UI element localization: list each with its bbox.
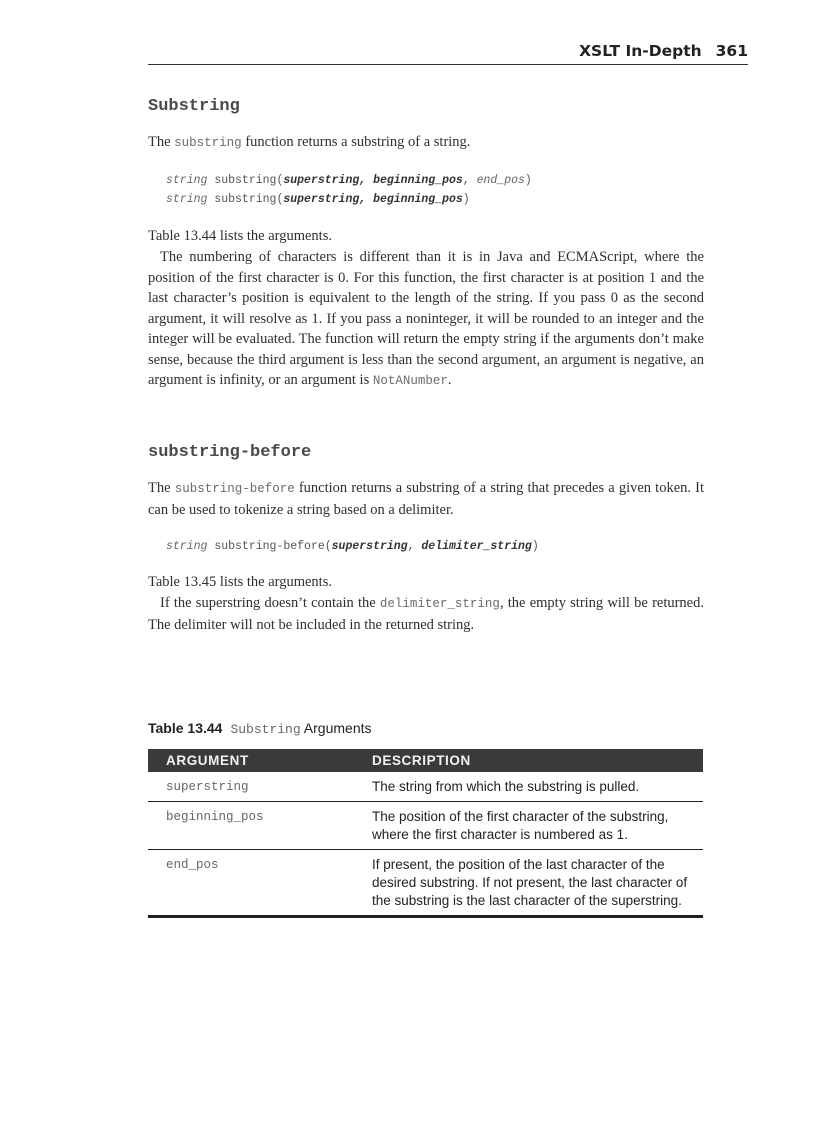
caption-text: Arguments: [303, 720, 372, 736]
inline-code: substring-before: [174, 482, 295, 496]
header-title: XSLT In-Depth: [579, 42, 702, 60]
code-block-substring-before: [166, 537, 539, 556]
code-line: string substring(superstring, beginning_pos): [166, 193, 470, 206]
description-cell: The string from which the substring is pulled.: [372, 772, 703, 802]
inline-code: substring: [174, 136, 242, 150]
table-row: [148, 802, 703, 850]
table-row: [148, 772, 703, 802]
description-cell: The position of the first character of the substring, where the first character is numbered as 1.: [372, 802, 703, 850]
table-number: Table 13.44: [148, 720, 223, 736]
argument-cell: end_pos: [148, 850, 372, 917]
substring-before-intro: The substring-before function returns a substring of a string that precedes a given token. It can be used to tokenize a string based on a delimiter.: [148, 480, 705, 518]
inline-code: NotANumber: [372, 374, 448, 388]
section-heading-substring: Substring: [148, 97, 240, 116]
table-row: [148, 850, 703, 917]
caption-code: Substring: [230, 722, 301, 737]
section-heading-substring-before: substring-before: [148, 443, 312, 462]
code-line: string substring-before(superstring, delimiter_string): [166, 540, 539, 553]
table-caption: [148, 720, 372, 737]
column-header-argument: ARGUMENT: [148, 749, 372, 772]
argument-cell: beginning_pos: [148, 802, 372, 850]
header-rule: [148, 64, 748, 65]
code-line: string substring(superstring, beginning_pos, end_pos): [166, 174, 532, 187]
argument-cell: superstring: [148, 772, 372, 802]
table-reference-2: Table 13.45 lists the arguments.: [148, 574, 332, 590]
table-header-row: [148, 749, 703, 772]
description-cell: If present, the position of the last character of the desired substring. If not present, the last character of the substring is the last character of the superstring.: [372, 850, 703, 917]
arguments-table: [148, 749, 703, 918]
running-header: [148, 40, 748, 62]
code-block-substring: [166, 171, 532, 209]
substring-before-body: If the superstring doesn’t contain the delimiter_string, the empty string will be returned. The delimiter will not be included in the returned string.: [148, 595, 704, 633]
substring-intro: The substring function returns a substring of a string.: [148, 134, 471, 150]
table-reference: Table 13.44 lists the arguments.: [148, 228, 332, 244]
inline-code: delimiter_string: [379, 597, 500, 611]
page-number: 361: [715, 42, 748, 60]
substring-body: The numbering of characters is different than it is in Java and ECMAScript, where the position of the first character is 0. For this function, the first character is at position 1 and the last character’s position is equivalent to the length of the string. If you pass 0 as the second argument, it will resolve as 1. If you pass a noninteger, it will be rounded to an integer and the integer will be evaluated. The function will return the empty string if the arguments don’t make sense, because the third argument is less than the second argument, an argument is negative, an argument is infinity, or an argument is NotANumber.: [148, 249, 704, 388]
column-header-description: DESCRIPTION: [372, 749, 703, 772]
